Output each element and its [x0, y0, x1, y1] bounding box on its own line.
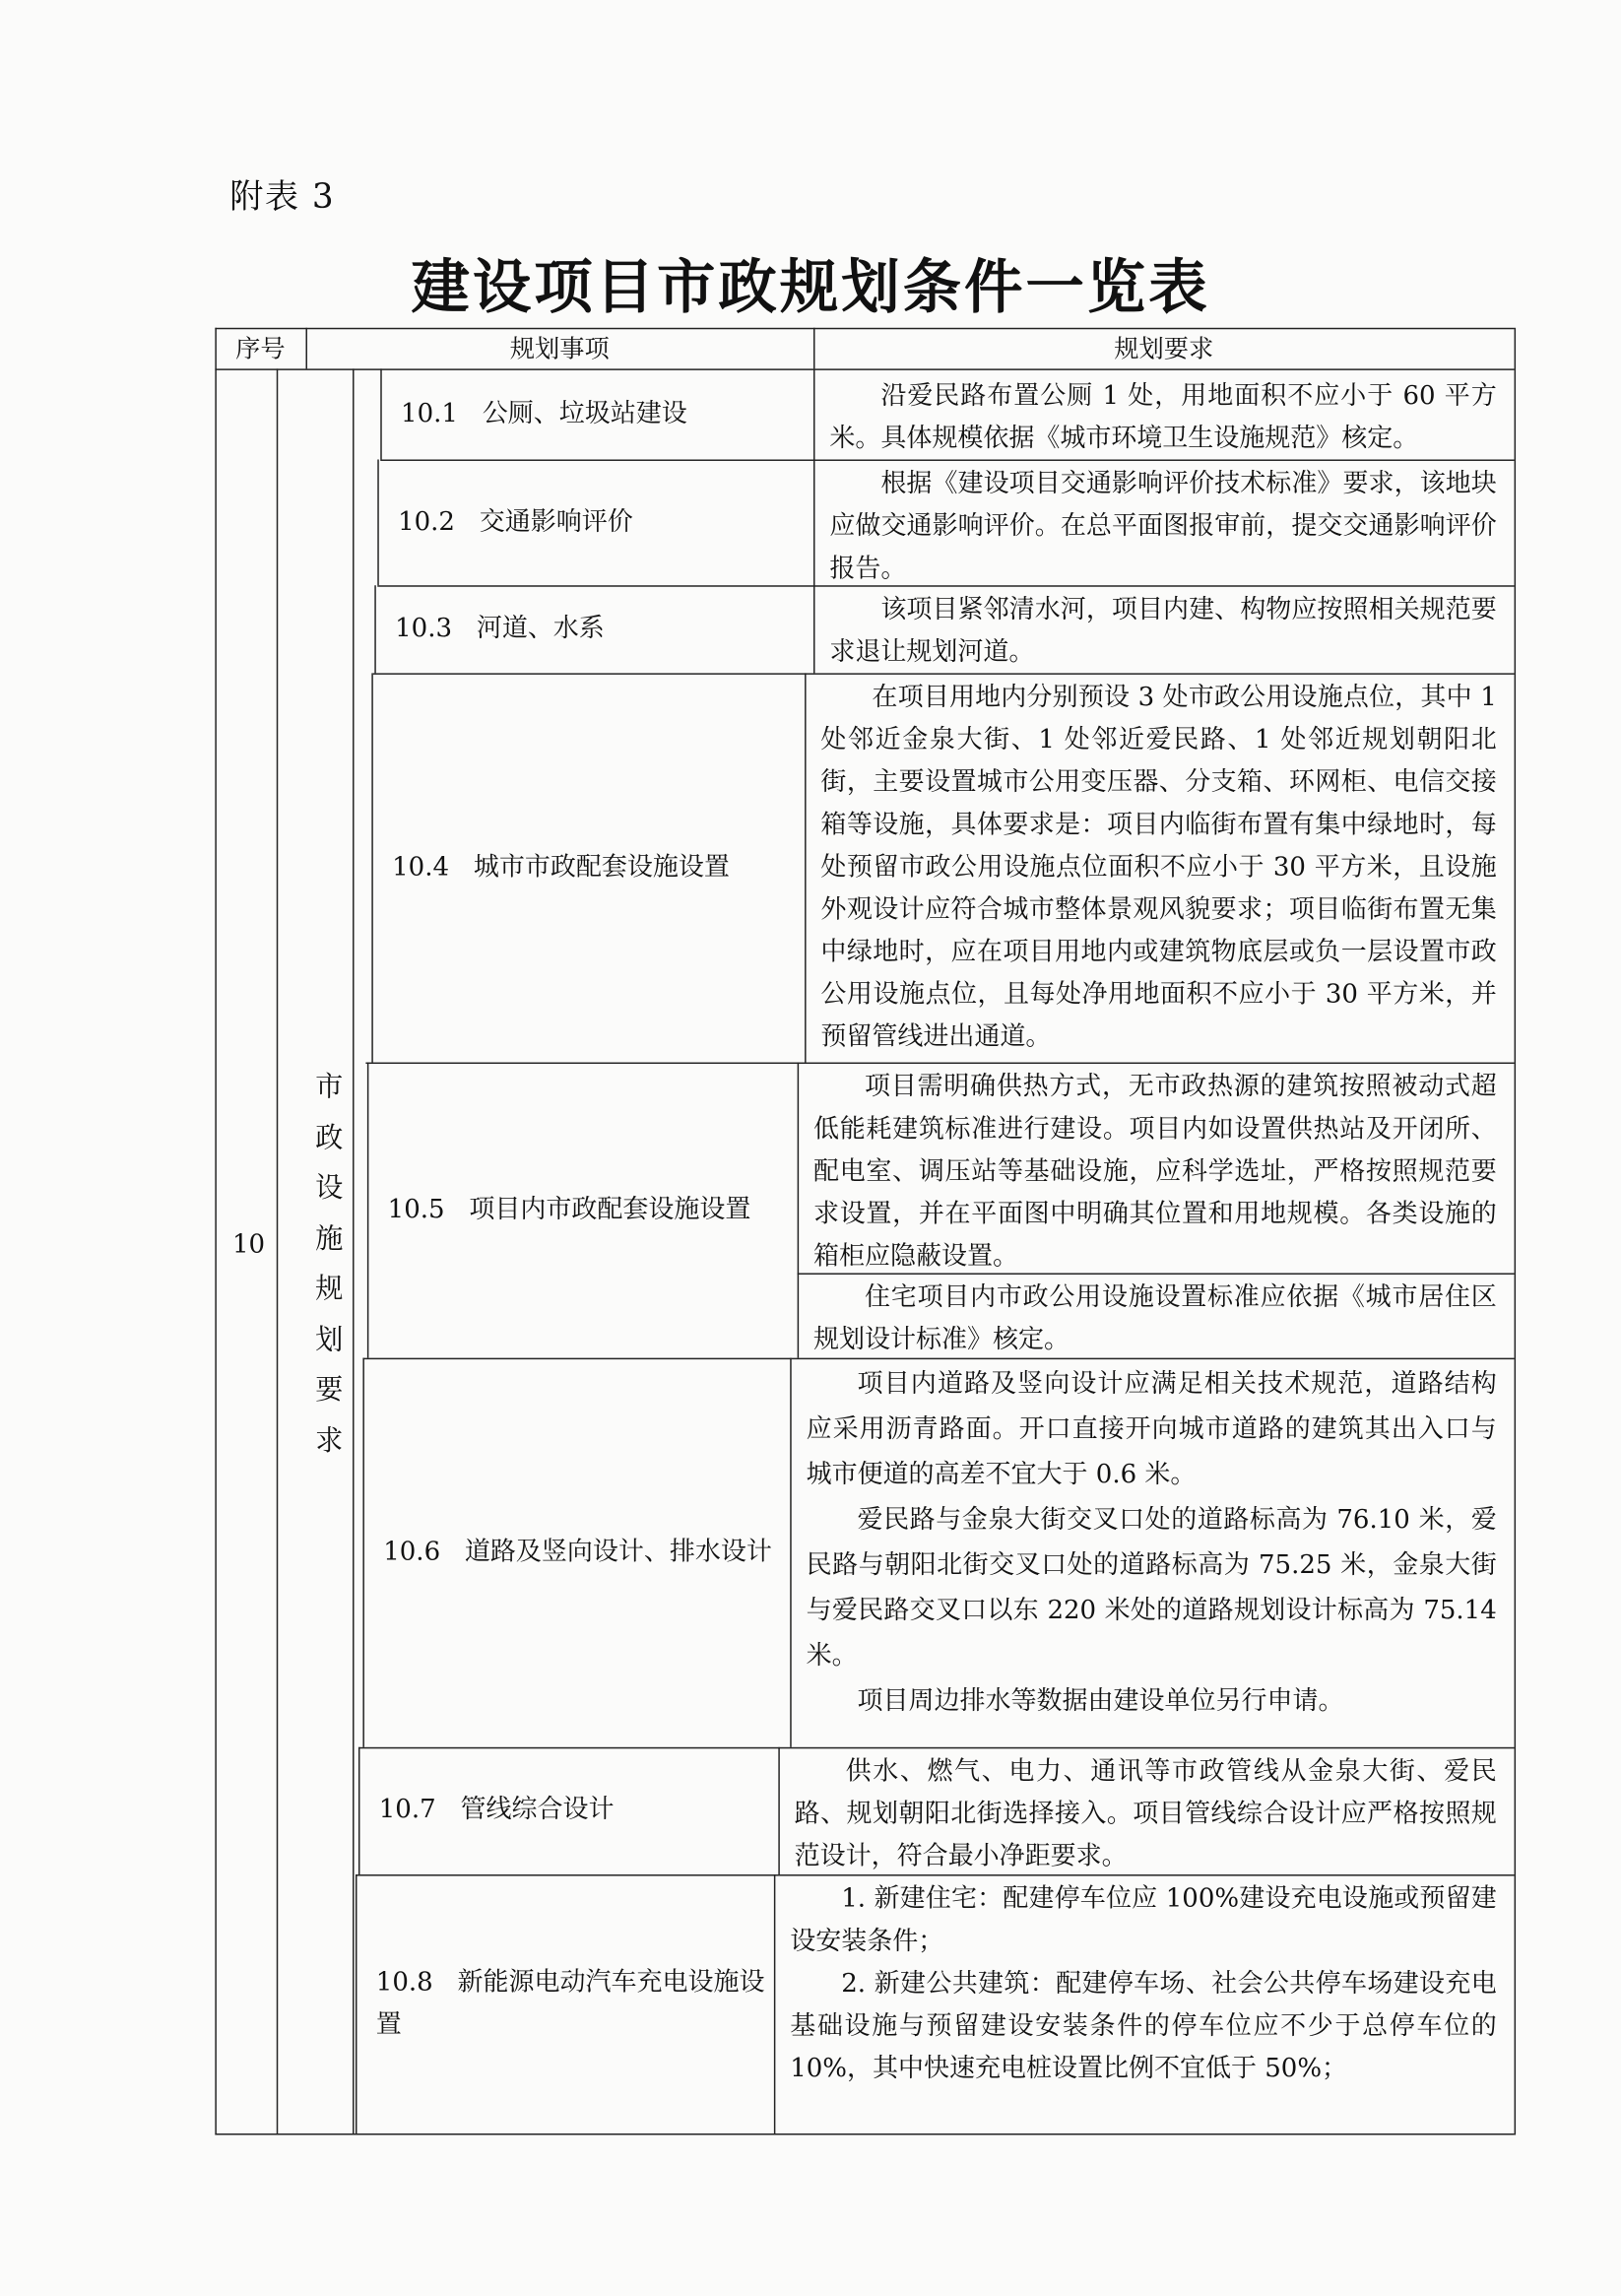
requirement-10-7: 供水、燃气、电力、通讯等市政管线从金泉大街、爱民路、规划朝阳北街选择接入。项目管线综合设计应严格按照规范设计，符合最小净距要求。: [794, 1757, 1497, 1872]
item-10-4: 10.4 城市市政配套设施设置: [392, 852, 730, 883]
sequence-number: 10: [232, 1230, 266, 1261]
requirement-10-2: 根据《建设项目交通影响评价技术标准》要求，该地块应做交通影响评价。在总平面图报审前，提交交通影响评价报告。: [829, 469, 1497, 584]
header-seq: 序号: [235, 335, 286, 364]
item-10-6: 10.6 道路及竖向设计、排水设计: [383, 1537, 772, 1567]
requirement-10-6: 项目内道路及竖向设计应满足相关技术规范，道路结构应采用沥青路面。开口直接开向城市道路的建筑其出入口与城市便道的高差不宜大于 0.6 米。 爱民路与金泉大街交叉口处的道路标高为 76.10 米，爱民路与朝阳北街交叉口处的道路标高为 75.25 米，金泉大街与爱民路交叉口以东 220 米处的道路规划设计标高为 75.14 米。 项目周边排水等数据由建设单位另行申请。: [806, 1369, 1497, 1717]
header-item: 规划事项: [509, 335, 610, 364]
category-label: 市 政 设 施 规 划 要 求: [315, 1071, 344, 1457]
item-10-5: 10.5 项目内市政配套设施设置: [387, 1194, 751, 1224]
item-10-8: 10.8 新能源电动汽车充电设施设置: [375, 1968, 765, 2040]
requirement-10-5-b: 住宅项目内市政公用设施设置标准应依据《城市居住区规划设计标准》核定。: [812, 1282, 1497, 1355]
item-10-2: 10.2 交通影响评价: [398, 506, 633, 537]
item-10-3: 10.3 河道、水系: [395, 614, 605, 643]
requirement-10-1: 沿爱民路布置公厕 1 处，用地面积不应小于 60 平方米。具体规模依据《城市环境卫生设施规范》核定。: [829, 381, 1497, 454]
header-requirement: 规划要求: [1114, 335, 1214, 364]
requirement-10-3: 该项目紧邻清水河，项目内建、构物应按照相关规范要求退让规划河道。: [829, 595, 1497, 668]
item-10-1: 10.1 公厕、垃圾站建设: [401, 398, 687, 428]
item-10-7: 10.7 管线综合设计: [378, 1795, 615, 1825]
requirement-10-4: 在项目用地内分别预设 3 处市政公用设施点位，其中 1 处邻近金泉大街、1 处邻近爱民路、1 处邻近规划朝阳北街，主要设置城市公用变压器、分支箱、环网柜、电信交接箱等设施，具体要求是：项目内临街布置有集中绿地时，每处预留市政公用设施点位面积不应小于 30 平方米，且设施外观设计应符合城市整体景观风貌要求；项目临街布置无集中绿地时，应在项目用地内或建筑物底层或负一层设置市政公用设施点位，且每处净用地面积不应小于 30 平方米，并预留管线进出通道。: [820, 683, 1497, 1053]
annex-label: 附表 3: [229, 178, 336, 217]
requirement-10-8: 1. 新建住宅：配建停车位应 100%建设充电设施或预留建设安装条件； 2. 新建公共建筑：配建停车场、社会公共停车场建设充电基础设施与预留建设安装条件的停车位应不少于总停车位的 10%，其中快速充电桩设置比例不宜低于 50%；: [790, 1884, 1497, 2084]
requirement-10-5-a: 项目需明确供热方式，无市政热源的建筑按照被动式超低能耗建筑标准进行建设。项目内如设置供热站及开闭所、配电室、调压站等基础设施，应科学选址，严格按照规范要求设置，并在平面图中明确其位置和用地规模。各类设施的箱柜应隐蔽设置。: [812, 1072, 1497, 1272]
page-title: 建设项目市政规划条件一览表: [411, 254, 1210, 322]
